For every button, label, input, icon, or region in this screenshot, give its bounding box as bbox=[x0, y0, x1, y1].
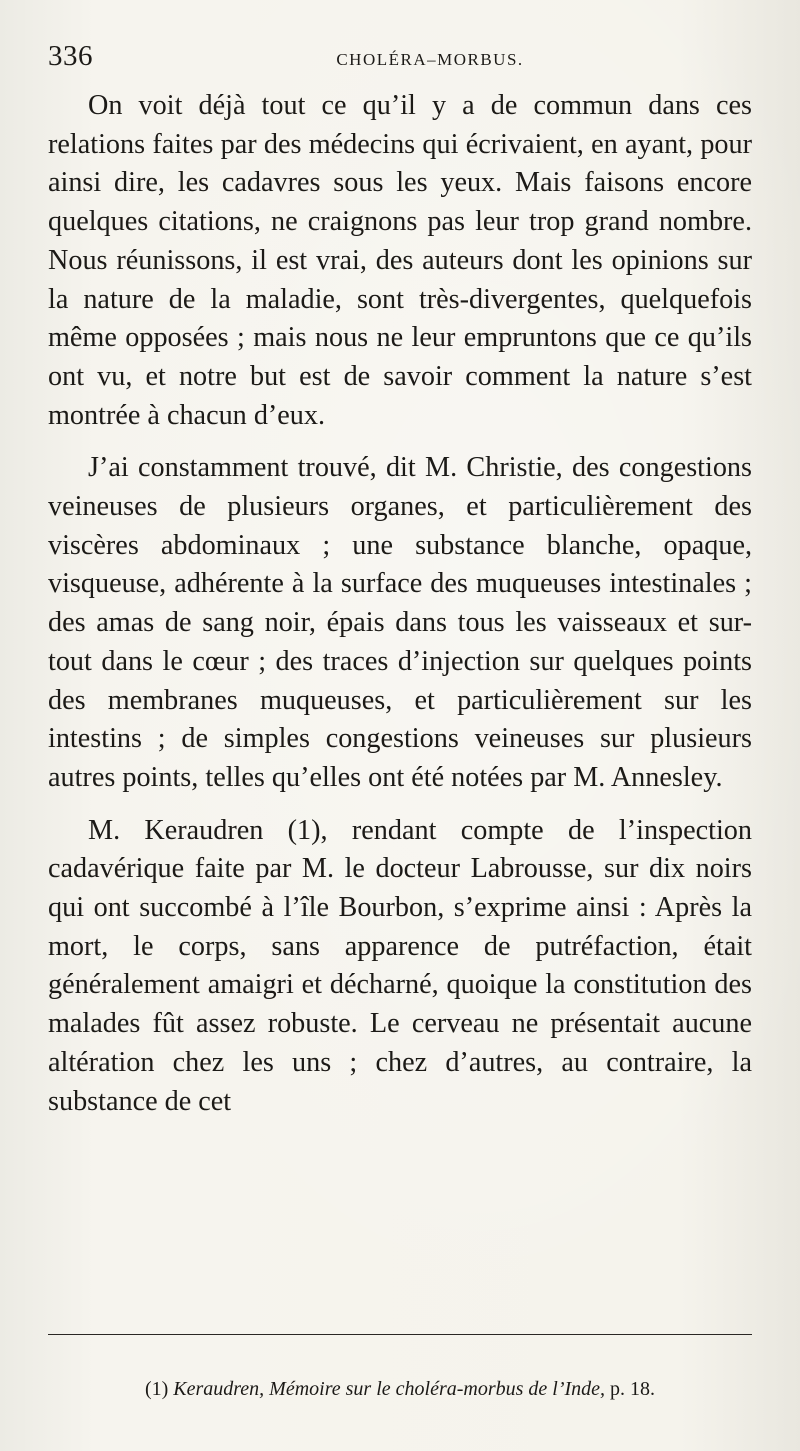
paragraph-1: On voit déjà tout ce qu’il y a de commun dans ces relations faites par des médecins qui écrivaient, en ayant, pour ainsi dire, les cadavres sous les yeux. Mais faisons encore quelques citations, ne craignons pas leur trop grand nombre. Nous réunissons, il est vrai, des auteurs dont les opinions sur la nature de la maladie, sont très-divergentes, quelquefois même opposées ; mais nous ne leur empruntons que ce qu’ils ont vu, et notre but est de savoir comment la nature s’est montrée à chacun d’eux. bbox=[48, 90, 752, 431]
footnote-text: Keraudren, Mémoire sur le choléra-morbus de l’Inde, bbox=[173, 1378, 606, 1400]
footnote-rule bbox=[48, 1334, 752, 1335]
page-number: 336 bbox=[48, 40, 93, 72]
footnote-page: p. 18. bbox=[610, 1378, 656, 1400]
body-text bbox=[48, 87, 752, 1135]
footnote-number: (1) bbox=[144, 1378, 169, 1400]
paragraph-3: M. Keraudren (1), rendant compte de l’inspection cadavérique faite par M. le docteur Labrousse, sur dix noirs qui ont succombé à l’île Bourbon, s’exprime ainsi : Après la mort, le corps, sans apparence de putréfaction, était généralement amaigri et décharné, quoique la constitution des malades fût assez robuste. Le cerveau ne présentait aucune altération chez les uns ; chez d’autres, au contraire, la substance de cet bbox=[48, 814, 752, 1117]
paragraph-2: J’ai constamment trouvé, dit M. Christie, des congestions veineuses de plusieurs organes, et particulièrement des viscères abdominaux ; une substance blanche, opaque, visqueuse, adhérente à la surface des muqueuses intestinales ; des amas de sang noir, épais dans tous les vaisseaux et sur-tout dans le cœur ; des traces d’injection sur quelques points des membranes muqueuses, et particulièrement sur les intestins ; de simples congestions veineuses sur plusieurs autres points, telles qu’elles ont été notées par M. Annesley. bbox=[48, 452, 752, 793]
page-header bbox=[48, 40, 752, 80]
running-head: CHOLÉRA–MORBUS. bbox=[336, 50, 524, 69]
footnote bbox=[48, 1378, 752, 1401]
